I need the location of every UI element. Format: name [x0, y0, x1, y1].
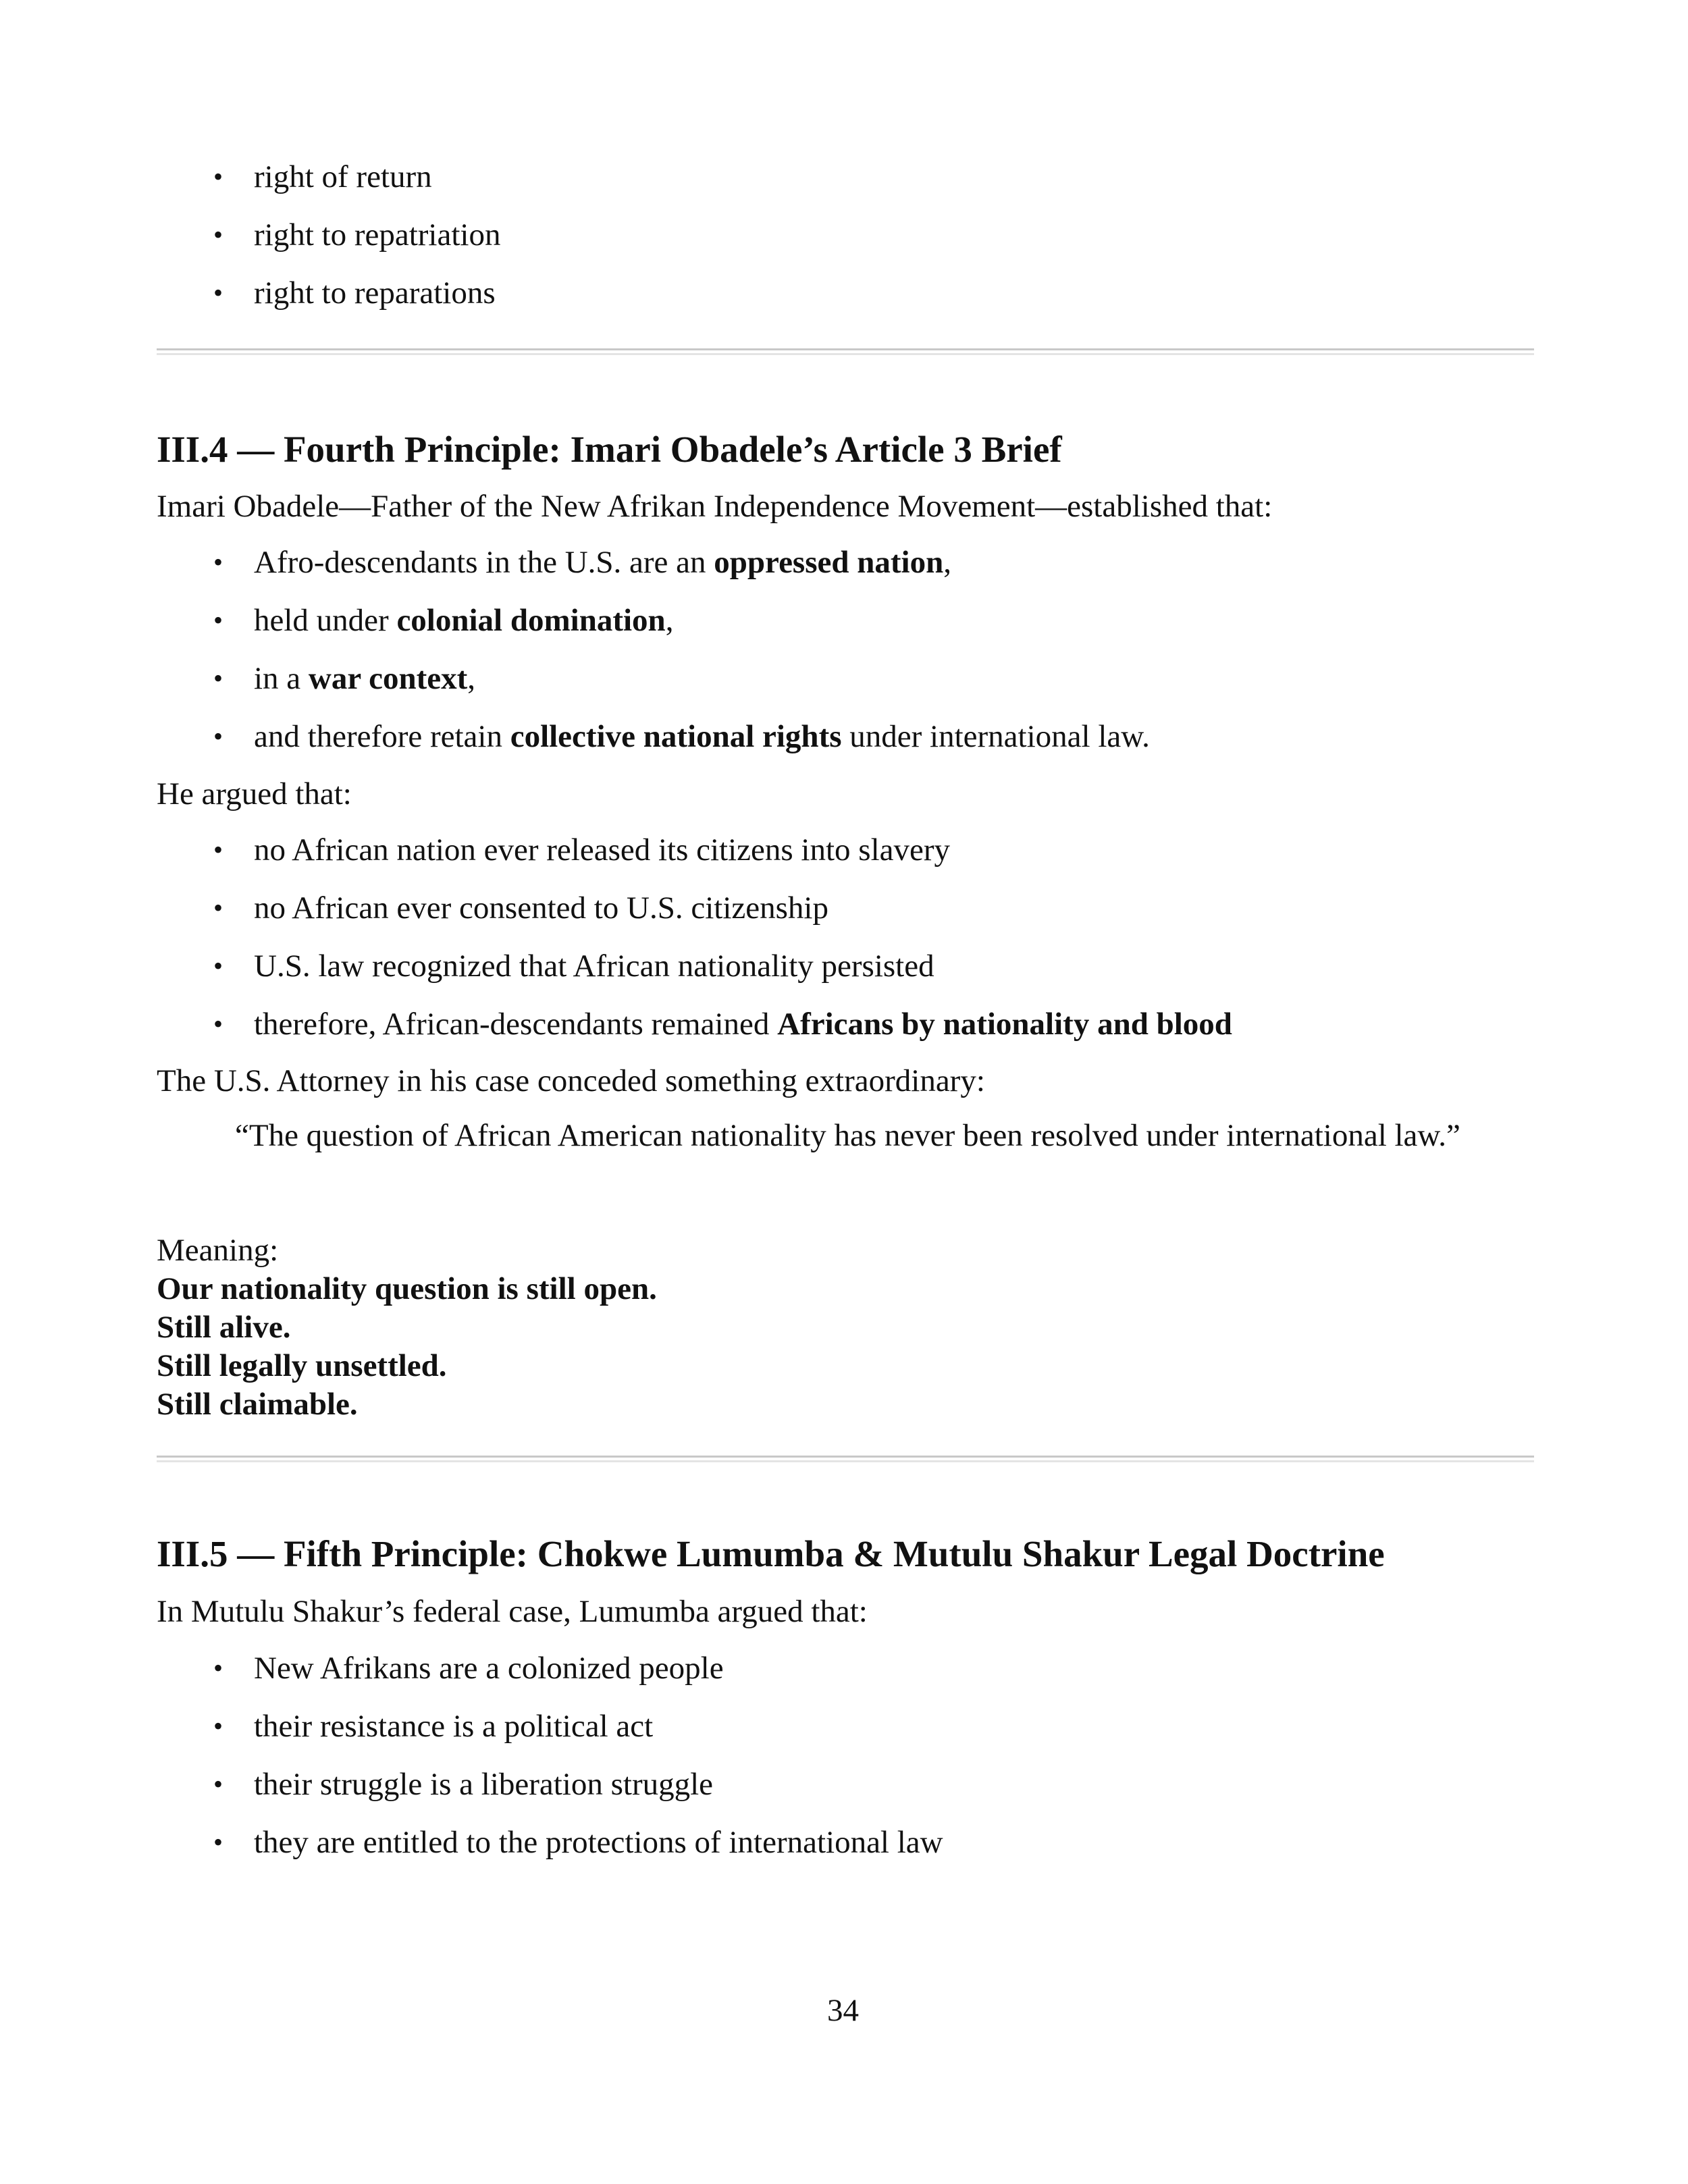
bullet-marker: •: [213, 1769, 223, 1799]
list-item: their resistance is a political act: [254, 1709, 654, 1744]
bullet-marker: •: [213, 834, 223, 865]
list-item: Afro-descendants in the U.S. are an oppressed nation,: [254, 545, 952, 580]
paragraph: In Mutulu Shakur’s federal case, Lumumba argued that:: [157, 1594, 868, 1629]
list-item: held under colonial domination,: [254, 603, 674, 638]
paragraph: Imari Obadele—Father of the New Afrikan Independence Movement—established that:: [157, 489, 1273, 524]
section-heading: III.5 — Fifth Principle: Chokwe Lumumba & Mutulu Shakur Legal Doctrine: [157, 1533, 1385, 1574]
list-item: no African nation ever released its citizens into slavery: [254, 832, 951, 868]
list-item: and therefore retain collective national rights under international law.: [254, 719, 1150, 754]
page-number: 34: [827, 1993, 859, 2028]
emphasis-line: Still claimable.: [157, 1387, 358, 1422]
meaning-label: Meaning:: [157, 1233, 279, 1268]
horizontal-divider: [157, 1456, 1534, 1462]
emphasis-line: Still legally unsettled.: [157, 1348, 447, 1383]
bullet-marker: •: [213, 605, 223, 635]
bullet-marker: •: [213, 547, 223, 577]
bullet-marker: •: [213, 1711, 223, 1741]
bullet-marker: •: [213, 951, 223, 981]
list-item: right to repatriation: [254, 217, 501, 252]
emphasis-line: Our nationality question is still open.: [157, 1271, 657, 1306]
section-heading: III.4 — Fourth Principle: Imari Obadele’s Article 3 Brief: [157, 429, 1062, 470]
paragraph: The U.S. Attorney in his case conceded something extraordinary:: [157, 1063, 985, 1098]
list-item: they are entitled to the protections of international law: [254, 1825, 943, 1860]
list-item: in a war context,: [254, 661, 476, 696]
bullet-marker: •: [213, 1653, 223, 1683]
list-item: right of return: [254, 159, 432, 194]
bullet-marker: •: [213, 161, 223, 192]
list-item: therefore, African-descendants remained Africans by nationality and blood: [254, 1007, 1232, 1042]
bullet-marker: •: [213, 277, 223, 308]
emphasis-line: Still alive.: [157, 1310, 291, 1345]
bullet-marker: •: [213, 721, 223, 751]
bullet-marker: •: [213, 1827, 223, 1857]
bullet-marker: •: [213, 663, 223, 693]
bullet-marker: •: [213, 1009, 223, 1039]
list-item: U.S. law recognized that African nationality persisted: [254, 949, 934, 984]
paragraph: He argued that:: [157, 776, 352, 811]
block-quote: “The question of African American nationality has never been resolved under international law.”: [235, 1118, 1460, 1153]
horizontal-divider: [157, 348, 1534, 355]
bullet-marker: •: [213, 219, 223, 250]
list-item: no African ever consented to U.S. citizenship: [254, 890, 828, 926]
list-item: their struggle is a liberation struggle: [254, 1767, 714, 1802]
bullet-marker: •: [213, 893, 223, 923]
list-item: right to reparations: [254, 275, 496, 311]
list-item: New Afrikans are a colonized people: [254, 1651, 724, 1686]
